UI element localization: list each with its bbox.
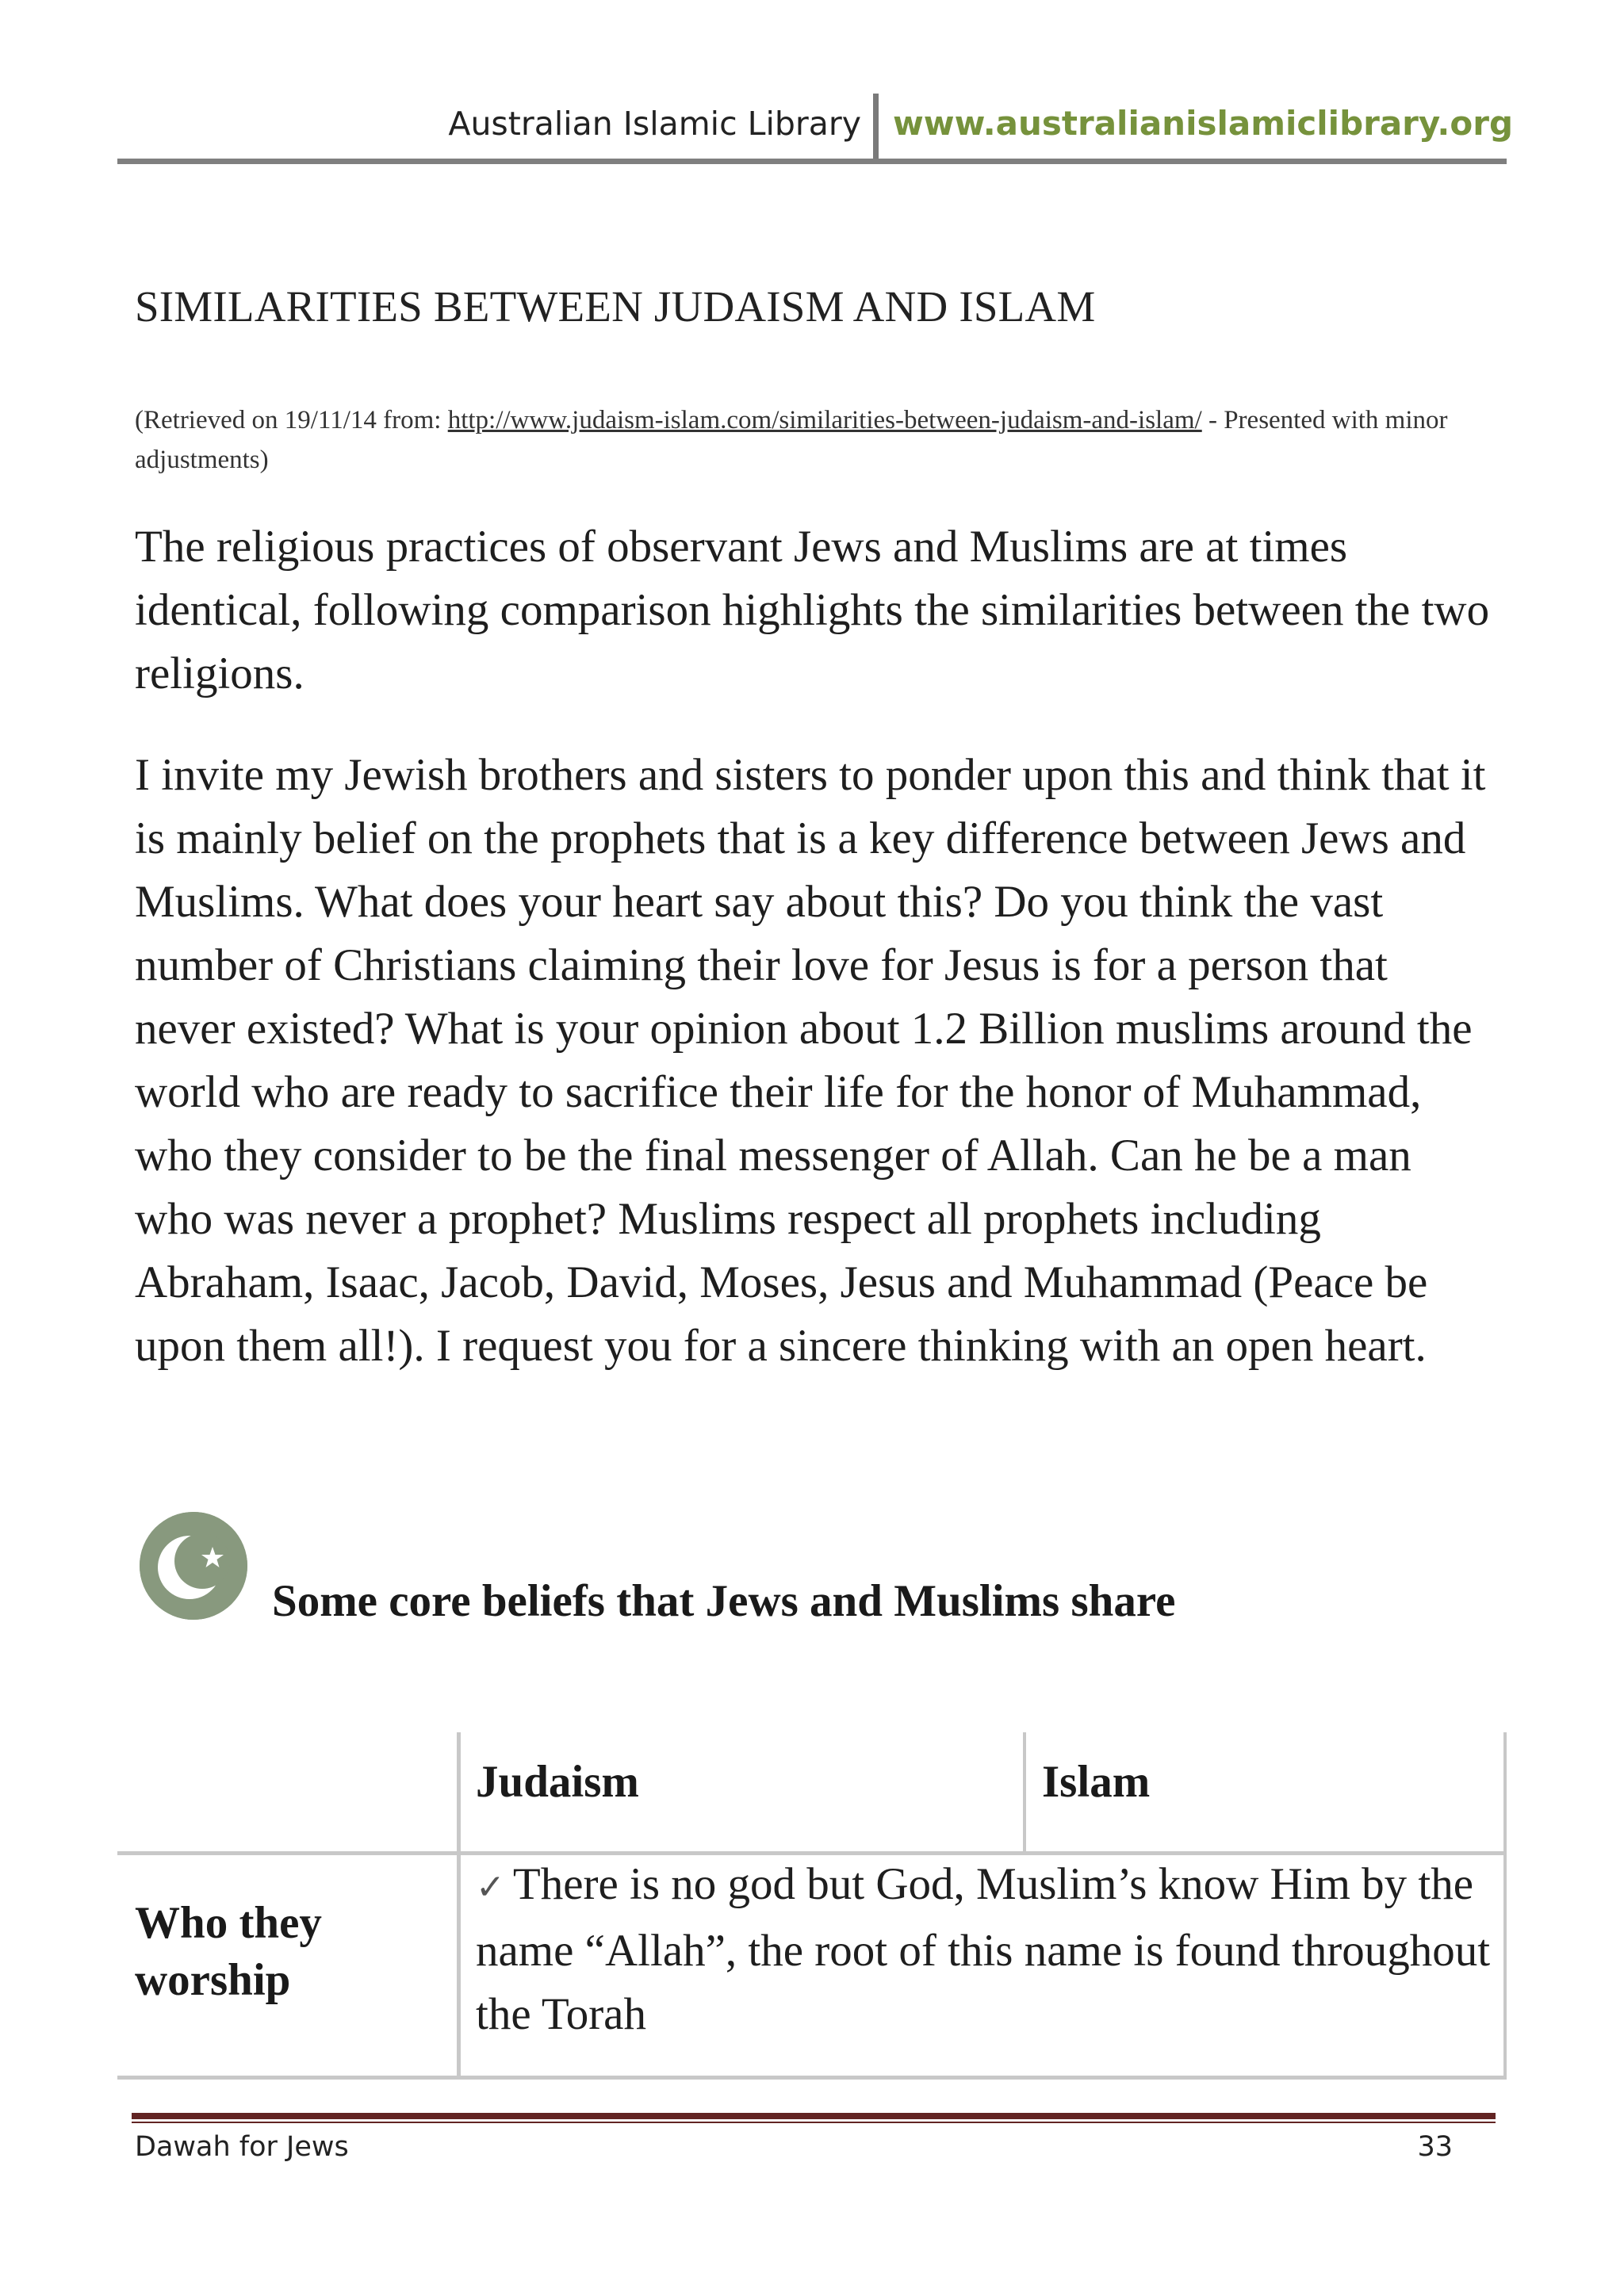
footer-book-title: Dawah for Jews xyxy=(135,2131,349,2163)
footer-rule xyxy=(132,2113,1496,2119)
source-prefix: (Retrieved on 19/11/14 from: xyxy=(135,406,448,434)
header-rule xyxy=(117,159,1507,164)
section-heading: Some core beliefs that Jews and Muslims share xyxy=(272,1576,1176,1626)
header-divider xyxy=(873,94,879,162)
beliefs-table xyxy=(117,1732,1507,2080)
source-suffix: - Presented with minor adjustments) xyxy=(135,406,1448,474)
page-number: 33 xyxy=(1417,2131,1453,2163)
source-link[interactable]: http://www.judaism-islam.com/similarities-between-judaism-and-islam/ xyxy=(447,406,1202,434)
column-header-judaism: Judaism xyxy=(476,1757,639,1807)
invitation-paragraph: I invite my Jewish brothers and sisters to ponder upon this and think that it is mainly belief on the prophets that is a key difference between Jews and Muslims. What does your heart say about this? Do you think the vast number of Christians claiming their love for Jesus is for a person that never existed? What is your opinion about 1.2 Billion muslims around the world who are ready to sacrifice their life for the honor of Muhammad, who they consider to be the final messenger of Allah. Can he be a man who was never a prophet? Muslims respect all prophets including Abraham, Isaac, Jacob, David, Moses, Jesus and Muhammad (Peace be upon them all!). I request you for a sincere thinking with an open heart. xyxy=(135,750,1486,1371)
table-divider xyxy=(1023,1732,1026,1851)
checkmark-icon: ✓ xyxy=(476,1867,505,1908)
table-divider xyxy=(1503,1732,1507,2080)
page-title: SIMILARITIES BETWEEN JUDAISM AND ISLAM xyxy=(135,282,1096,331)
column-header-islam: Islam xyxy=(1042,1757,1151,1807)
footer-rule-thin xyxy=(132,2122,1496,2123)
header-website-link[interactable]: www.australianislamiclibrary.org xyxy=(893,104,1514,143)
table-divider xyxy=(117,2076,1507,2080)
source-citation xyxy=(135,400,1491,480)
table-cell-who-they-worship xyxy=(476,1853,1499,2046)
header-library-name: Australian Islamic Library xyxy=(448,105,861,143)
page-header xyxy=(0,94,1624,165)
table-divider xyxy=(457,1732,461,2080)
cell-text: There is no god but God, Muslim’s know Him by the name “Allah”, the root of this name is found throughout the Torah xyxy=(476,1859,1491,2039)
crescent-star-icon xyxy=(140,1512,247,1620)
row-header-who-they-worship: Who they worship xyxy=(135,1898,322,2005)
intro-paragraph: The religious practices of observant Jews and Muslims are at times identical, following comparison highlights the similarities between the two religions. xyxy=(135,522,1490,698)
